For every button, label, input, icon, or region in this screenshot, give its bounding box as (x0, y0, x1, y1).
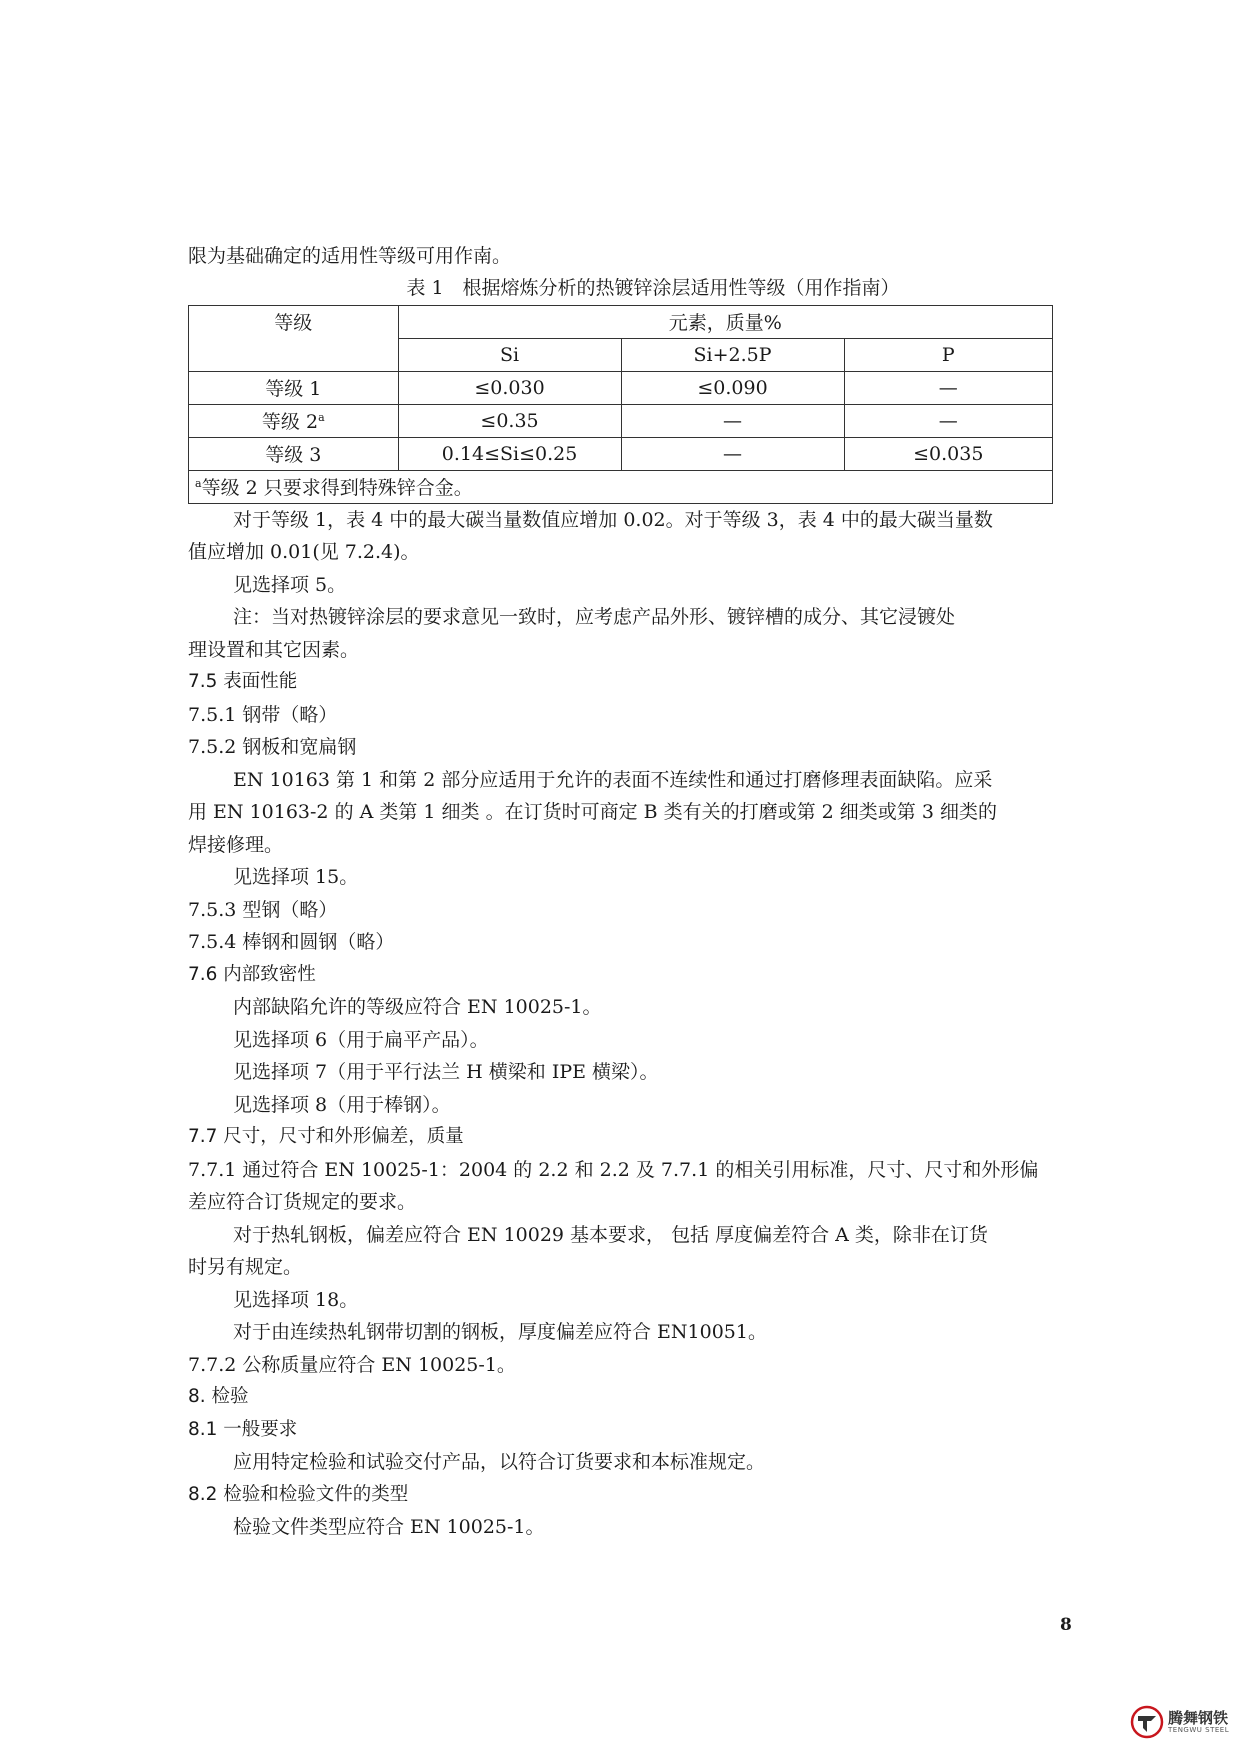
see-option: 见选择项 7（用于平行法兰 H 横梁和 IPE 横梁）。 (233, 1061, 659, 1083)
page-number: 8 (1060, 1615, 1072, 1635)
paragraph: 对于等级 1，表 4 中的最大碳当量数值应增加 0.02。对于等级 3，表 4 中的最大碳当量数 (233, 508, 993, 531)
p-cell: — (844, 371, 1052, 404)
p-cell: — (844, 404, 1052, 437)
section-heading: 8.1 一般要求 (188, 1418, 298, 1440)
paragraph: 焊接修理。 (188, 833, 284, 856)
paragraph: EN 10163 第 1 和第 2 部分应适用于允许的表面不连续性和通过打磨修理表面缺陷。应采 (233, 768, 993, 791)
section-heading: 8.2 检验和检验文件的类型 (188, 1483, 409, 1505)
si-cell: ≤0.35 (398, 404, 621, 437)
brand-logo (1130, 1705, 1229, 1739)
paragraph: 7.7.1 通过符合 EN 10025-1：2004 的 2.2 和 2.2 及 7.7.1 的相关引用标准，尺寸、尺寸和外形偏 (188, 1158, 1039, 1181)
paragraph: 应用特定检验和试验交付产品，以符合订货要求和本标准规定。 (233, 1451, 766, 1473)
si25p-cell: ≤0.090 (621, 371, 844, 404)
si25p-cell: — (621, 404, 844, 437)
paragraph: 7.7.2 公称质量应符合 EN 10025-1。 (188, 1353, 516, 1376)
grade-table (188, 305, 1053, 504)
paragraph: 用 EN 10163-2 的 A 类第 1 细类 。在订货时可商定 B 类有关的打磨或第 2 细类或第 3 细类的 (188, 801, 997, 823)
page-content (188, 240, 1078, 1544)
paragraph: 差应符合订货规定的要求。 (188, 1191, 417, 1213)
logo-mark-icon (1130, 1705, 1164, 1739)
header-grade: 等级 (189, 305, 399, 371)
si-cell: ≤0.030 (398, 371, 621, 404)
note: 理设置和其它因素。 (188, 638, 360, 661)
subsection-heading: 7.5.4 棒钢和圆钢（略） (188, 931, 395, 953)
table-caption: 表 1 根据熔炼分析的热镀锌涂层适用性等级（用作指南） (406, 276, 900, 299)
section-heading: 7.7 尺寸，尺寸和外形偏差，质量 (188, 1126, 464, 1147)
grade-cell: 等级 3 (189, 437, 399, 470)
logo-text: 腾舞钢铁 (1168, 1708, 1229, 1727)
header-si25p: Si+2.5P (621, 338, 844, 371)
logo-subtext: TENGWU STEEL (1168, 1725, 1230, 1734)
grade-cell: 等级 2$^a$ (189, 404, 399, 437)
see-option: 见选择项 15。 (233, 866, 359, 888)
paragraph: 对于热轧钢板，偏差应符合 EN 10029 基本要求， 包括 厚度偏差符合 A 类，除非在订货 (233, 1223, 988, 1246)
table-footnote: $^a$等级 2 只要求得到特殊锌合金。 (189, 470, 1053, 503)
subsection-heading: 7.5.2 钢板和宽扁钢 (188, 736, 357, 758)
paragraph: 内部缺陷允许的等级应符合 EN 10025-1。 (233, 996, 602, 1018)
paragraph: 对于由连续热轧钢带切割的钢板，厚度偏差应符合 EN10051。 (233, 1321, 767, 1343)
note: 注：当对热镀锌涂层的要求意见一致时，应考虑产品外形、镀锌槽的成分、其它浸镀处 (233, 606, 956, 628)
header-si: Si (398, 338, 621, 371)
see-option: 见选择项 18。 (233, 1288, 359, 1311)
section-heading: 8. 检验 (188, 1386, 249, 1407)
p-cell: ≤0.035 (844, 437, 1052, 470)
see-option: 见选择项 8（用于棒钢）。 (233, 1093, 451, 1116)
see-option: 见选择项 5。 (233, 573, 347, 596)
section-heading: 7.6 内部致密性 (188, 963, 316, 985)
subsection-heading: 7.5.3 型钢（略） (188, 898, 338, 921)
see-option: 见选择项 6（用于扁平产品）。 (233, 1028, 489, 1051)
paragraph: 值应增加 0.01(见 7.2.4)。 (188, 541, 420, 563)
section-heading: 7.5 表面性能 (188, 671, 298, 692)
subsection-heading: 7.5.1 钢带（略） (188, 703, 338, 726)
table-row (189, 437, 1053, 470)
header-p: P (844, 338, 1052, 371)
header-elements: 元素，质量% (398, 305, 1052, 338)
intro-line: 限为基础确定的适用性等级可用作南。 (188, 245, 512, 267)
si-cell: 0.14≤Si≤0.25 (398, 437, 621, 470)
si25p-cell: — (621, 437, 844, 470)
grade-cell: 等级 1 (189, 371, 399, 404)
table-row (189, 404, 1053, 437)
paragraph: 检验文件类型应符合 EN 10025-1。 (233, 1516, 545, 1538)
paragraph: 时另有规定。 (188, 1256, 303, 1278)
table-row (189, 371, 1053, 404)
